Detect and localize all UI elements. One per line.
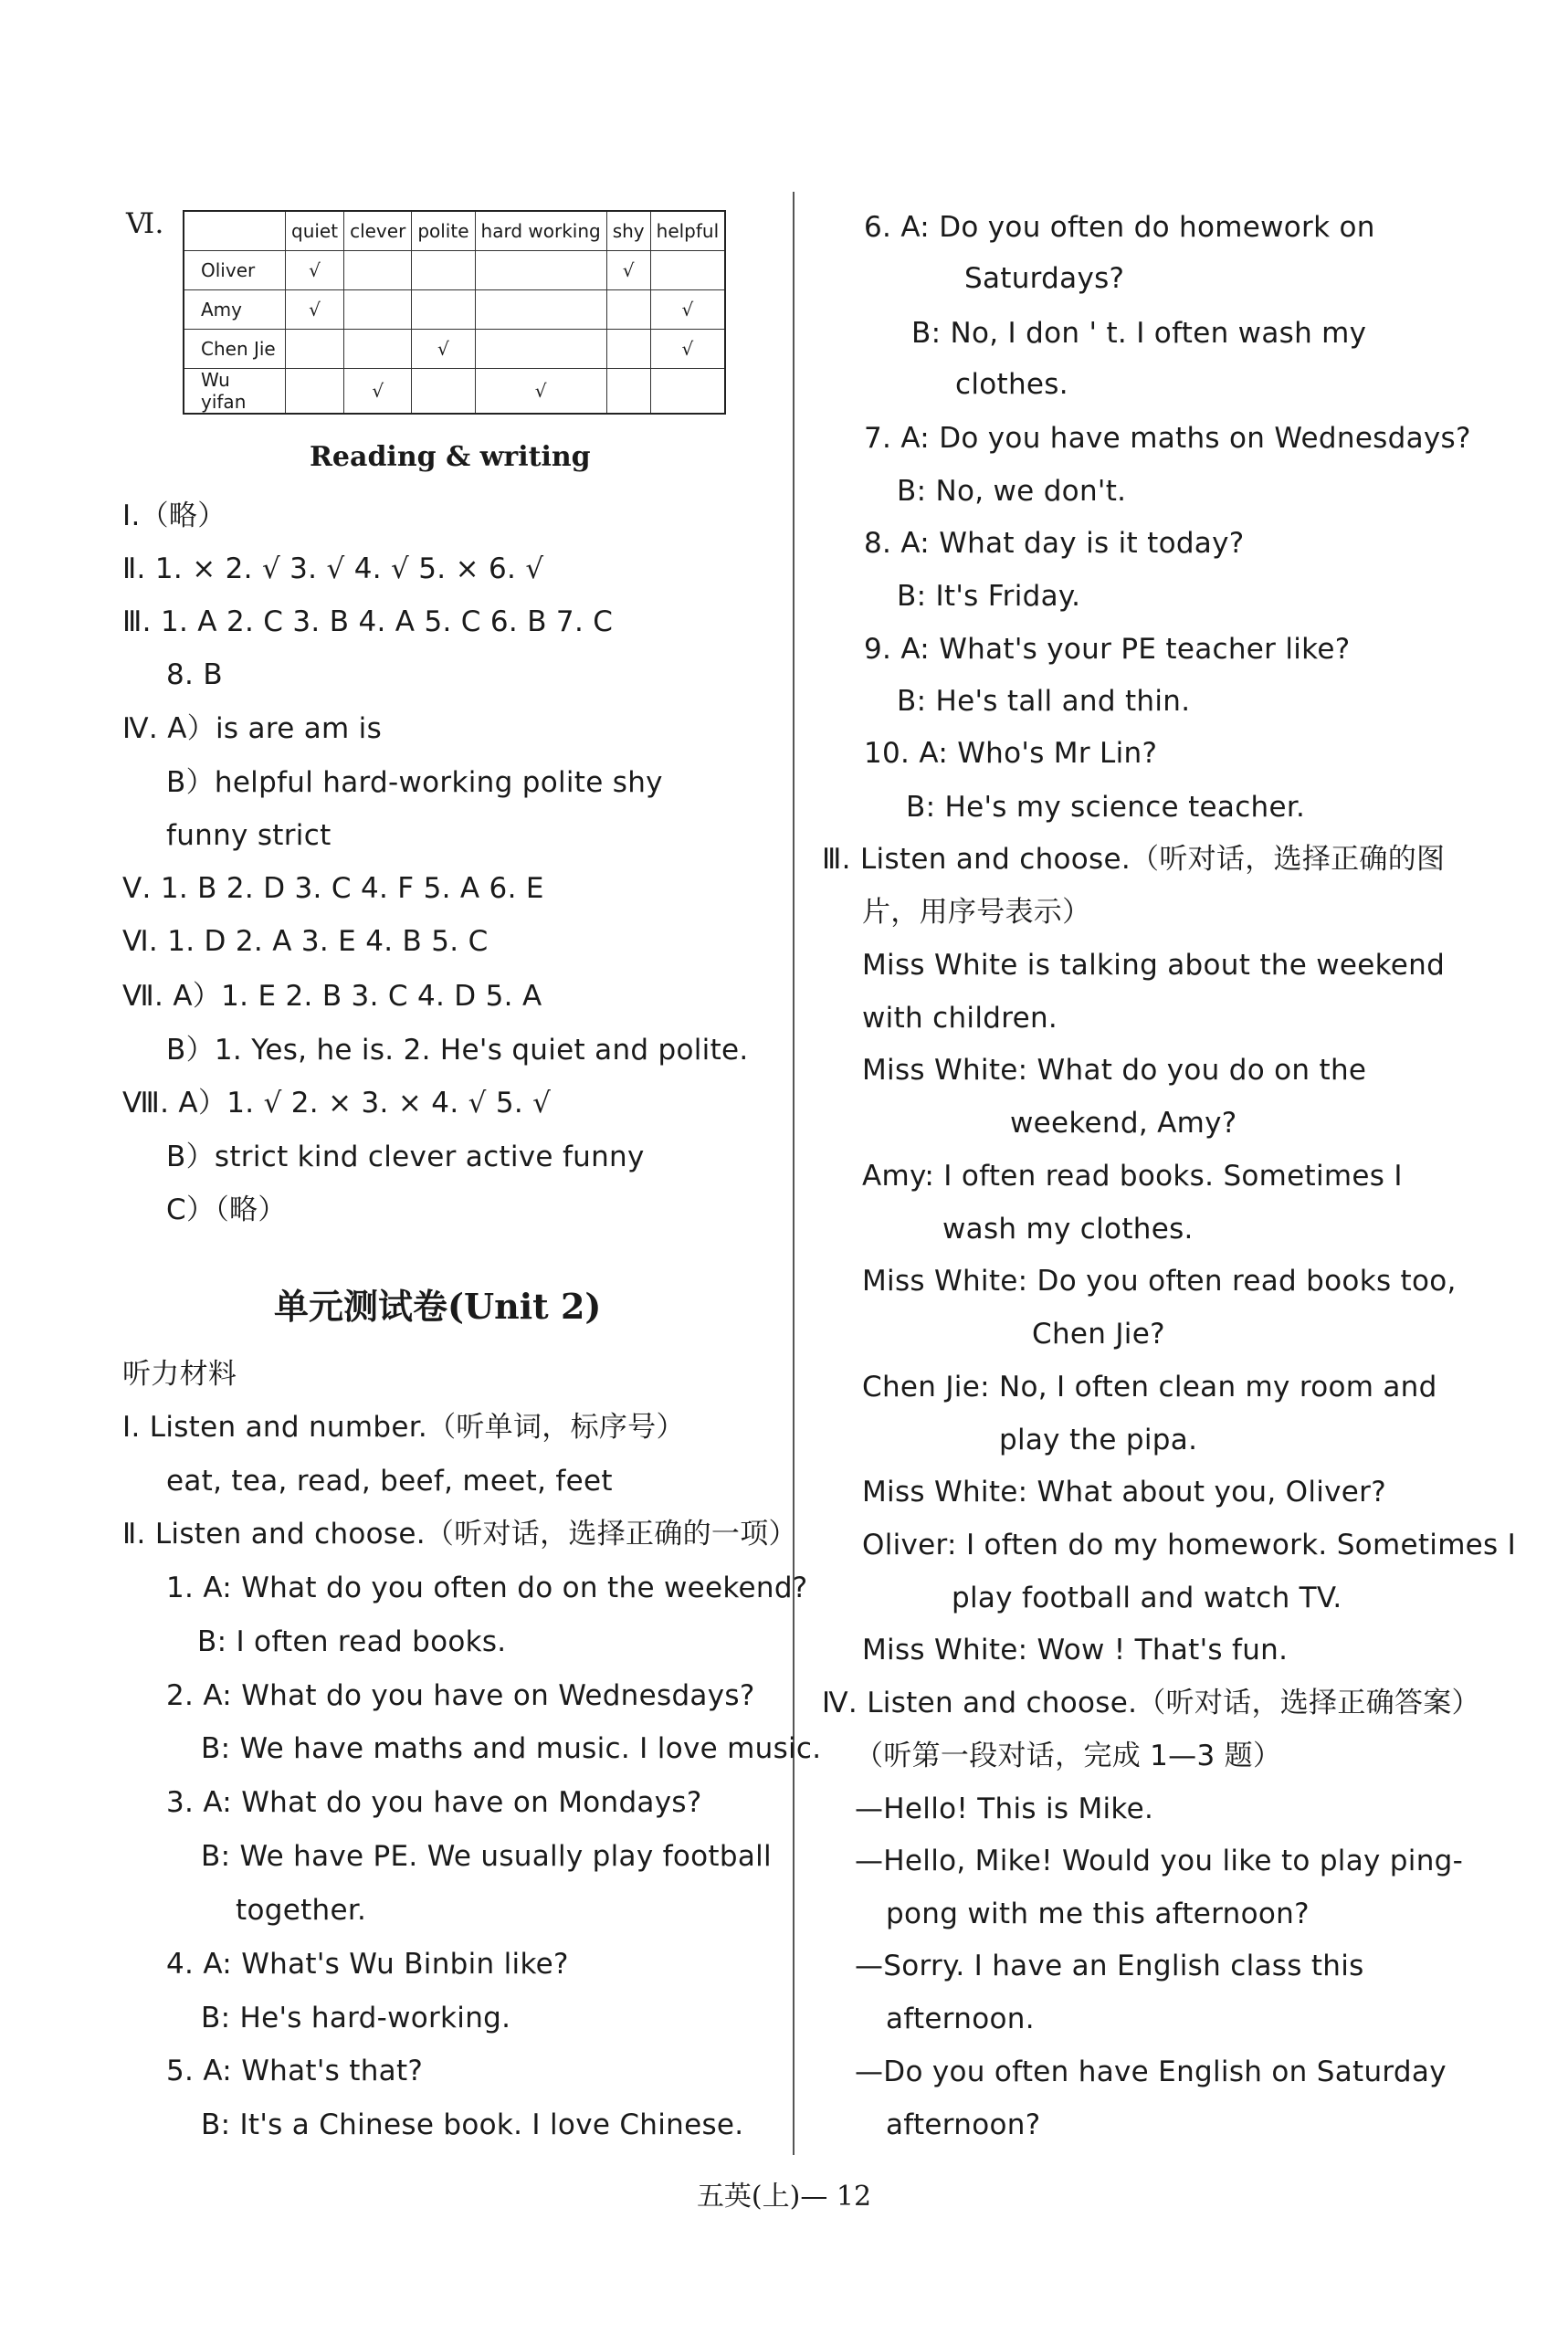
dialogue-line: wash my clothes. [942,1213,1194,1246]
listening-line: B: We have maths and music. I love music. [201,1732,822,1765]
check-cell [475,251,606,290]
answer-line: Ⅱ. 1. × 2. √ 3. √ 4. √ 5. × 6. √ [122,552,544,585]
check-cell: √ [475,369,606,415]
answer-line: Ⅴ. 1. B 2. D 3. C 4. F 5. A 6. E [122,872,544,905]
dialogue-line: Miss White: Do you often read books too, [862,1265,1457,1298]
table-row [184,369,725,415]
listening-line: together. [236,1894,367,1927]
listening-line: B: He's hard-working. [201,2002,511,2034]
character-table [183,210,726,415]
row-name: Chen Jie [184,330,286,369]
row-name: Wu yifan [184,369,286,415]
check-cell [286,330,344,369]
section-line: （听第一段对话，完成 1—3 题） [855,1740,1282,1772]
listening-line: 2. A: What do you have on Wednesdays? [166,1679,755,1712]
check-cell [475,330,606,369]
listening-line: 3. A: What do you have on Mondays? [166,1786,702,1819]
check-cell: √ [606,251,650,290]
listening-line: B: It's a Chinese book. I love Chinese. [201,2108,744,2141]
dialogue-line: —Sorry. I have an English class this [855,1950,1364,1982]
dialogue-line: Saturdays? [964,262,1125,295]
check-cell [344,290,412,330]
table-header: quiet [286,211,344,251]
table-header-row [184,211,725,251]
check-cell: √ [650,330,725,369]
answer-line: Ⅵ. 1. D 2. A 3. E 4. B 5. C [122,925,489,958]
listening-line: 5. A: What's that? [166,2055,424,2087]
check-cell [286,369,344,415]
answer-line: Ⅲ. 1. A 2. C 3. B 4. A 5. C 6. B 7. C [122,605,614,638]
table-header: hard working [475,211,606,251]
row-name: Oliver [184,251,286,290]
check-cell: √ [286,251,344,290]
dialogue-line: Miss White: What about you, Oliver? [862,1476,1386,1509]
dialogue-line: 8. A: What day is it today? [864,527,1245,560]
check-cell [412,251,475,290]
dialogue-line: 7. A: Do you have maths on Wednesdays? [864,422,1471,455]
listening-line: B: We have PE. We usually play football [201,1840,772,1873]
dialogue-line: B: It's Friday. [897,580,1081,613]
dialogue-line: weekend, Amy? [1010,1107,1237,1140]
section-line: Ⅳ. Listen and choose.（听对话，选择正确答案） [822,1687,1480,1719]
listening-heading: 听力材料 [122,1358,237,1391]
answer-line: B）helpful hard-working polite shy [166,766,663,799]
check-cell [606,290,650,330]
section-title: Reading & writing [310,441,591,473]
check-cell: √ [650,290,725,330]
dialogue-line: —Hello! This is Mike. [855,1793,1154,1825]
dialogue-line: clothes. [955,368,1068,401]
check-cell [606,369,650,415]
dialogue-line: Miss White: What do you do on the [862,1054,1367,1087]
section-line: Ⅲ. Listen and choose.（听对话，选择正确的图 [822,843,1446,876]
dialogue-line: B: No, we don't. [897,475,1127,508]
answer-line: B）strict kind clever active funny [166,1141,645,1173]
listening-line: B: I often read books. [197,1625,507,1658]
check-cell: √ [344,369,412,415]
answer-line: funny strict [166,819,331,852]
check-cell: √ [412,330,475,369]
listening-line: 4. A: What's Wu Binbin like? [166,1948,569,1981]
table-corner [184,211,286,251]
dialogue-line: 9. A: What's your PE teacher like? [864,633,1351,666]
answer-line: C）（略） [166,1193,287,1226]
check-cell [412,369,475,415]
listening-line: Ⅱ. Listen and choose.（听对话，选择正确的一项） [122,1518,797,1551]
answer-line: Ⅷ. A）1. √ 2. × 3. × 4. √ 5. √ [122,1087,552,1120]
dialogue-line: afternoon? [886,2108,1041,2141]
table-header: helpful [650,211,725,251]
dialogue-line: play football and watch TV. [952,1582,1342,1614]
dialogue-line: Miss White: Wow ! That's fun. [862,1634,1289,1666]
check-cell [650,369,725,415]
page-footer: 五英(上)— 12 [696,2181,872,2213]
dialogue-line: Amy: I often read books. Sometimes I [862,1160,1403,1193]
dialogue-line: B: He's my science teacher. [906,791,1306,824]
check-cell [650,251,725,290]
dialogue-line: pong with me this afternoon? [886,1898,1310,1930]
check-cell [606,330,650,369]
dialogue-line: Oliver: I often do my homework. Sometimes I [862,1529,1517,1561]
dialogue-line: Chen Jie? [1032,1318,1165,1351]
check-cell [344,251,412,290]
dialogue-line: 10. A: Who's Mr Lin? [864,737,1158,770]
check-cell [344,330,412,369]
answer-line: Ⅳ. A）is are am is [122,712,383,745]
column-divider [793,192,795,2155]
answer-line: B）1. Yes, he is. 2. He's quiet and polite. [166,1034,749,1067]
listening-line: 1. A: What do you often do on the weekend? [166,1572,808,1604]
table-header: shy [606,211,650,251]
table-header: clever [344,211,412,251]
dialogue-line: B: He's tall and thin. [897,685,1191,718]
check-cell: √ [286,290,344,330]
table-row [184,330,725,369]
check-cell [412,290,475,330]
answer-line: Ⅰ.（略） [122,499,226,532]
listening-line: eat, tea, read, beef, meet, feet [166,1465,613,1498]
dialogue-line: —Hello, Mike! Would you like to play ping- [855,1845,1464,1877]
dialogue-line: afternoon. [886,2003,1035,2035]
dialogue-line: play the pipa. [999,1424,1198,1456]
dialogue-line: —Do you often have English on Saturday [855,2055,1447,2088]
dialogue-line: with children. [862,1002,1058,1035]
listening-line: Ⅰ. Listen and number.（听单词，标序号） [122,1411,685,1444]
table-label: Ⅵ. [126,207,164,240]
answer-line: Ⅶ. A）1. E 2. B 3. C 4. D 5. A [122,980,542,1013]
table-header: polite [412,211,475,251]
section-line: 片，用序号表示） [862,896,1091,929]
unit-title: 单元测试卷(Unit 2) [274,1286,602,1327]
dialogue-line: Chen Jie: No, I often clean my room and [862,1371,1437,1404]
table-row [184,290,725,330]
table-row [184,251,725,290]
answer-line: 8. B [166,658,223,691]
dialogue-line: Miss White is talking about the weekend [862,949,1446,982]
row-name: Amy [184,290,286,330]
dialogue-line: 6. A: Do you often do homework on [864,211,1375,244]
check-cell [475,290,606,330]
dialogue-line: B: No, I don ' t. I often wash my [911,317,1367,350]
